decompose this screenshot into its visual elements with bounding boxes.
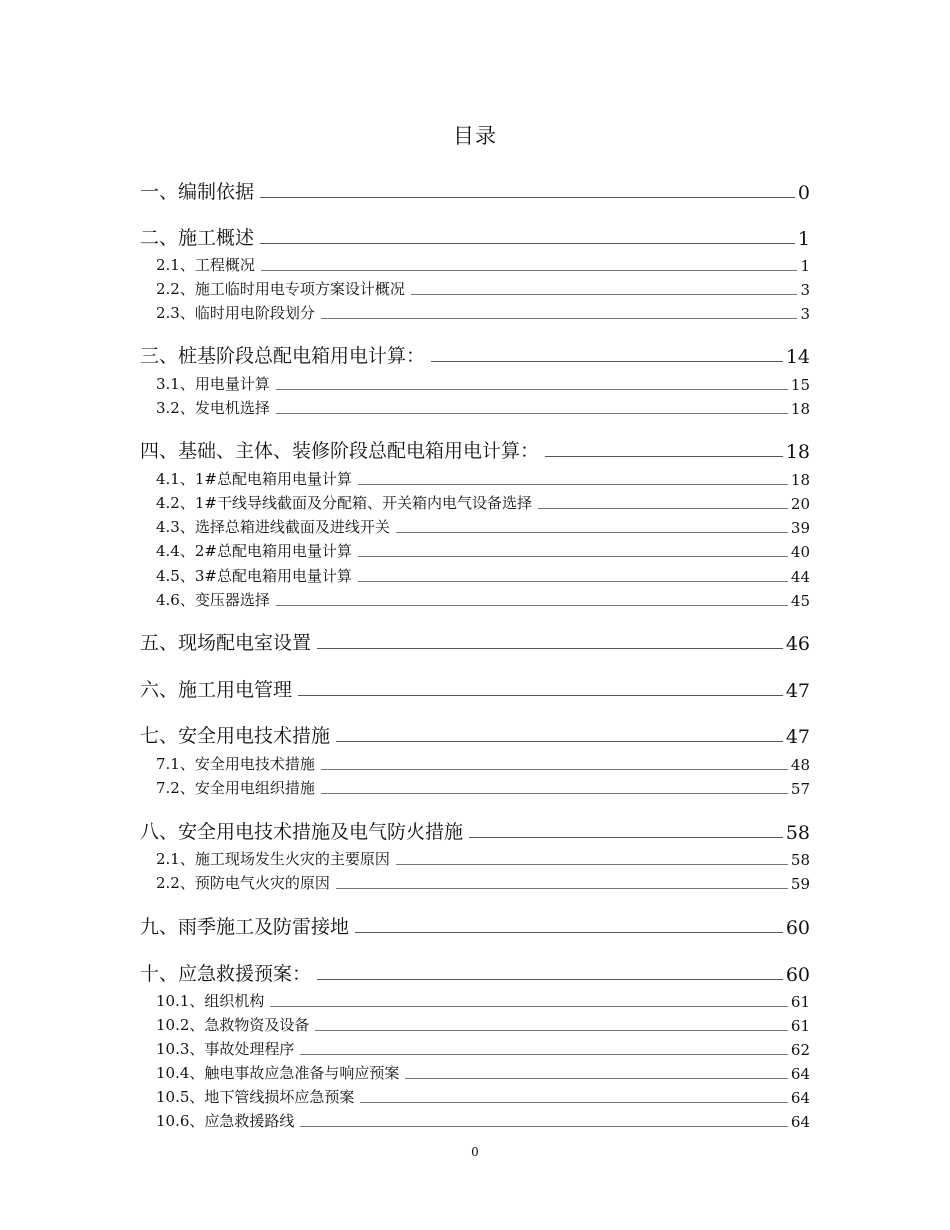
toc-page-number: 14 bbox=[785, 346, 810, 368]
toc-entry[interactable] bbox=[140, 493, 810, 513]
toc-leader bbox=[321, 317, 798, 319]
toc-entry[interactable] bbox=[140, 374, 810, 394]
toc-entry-text: 4.5、3#总配电箱用电量计算 bbox=[156, 567, 352, 585]
toc-entry-text: 10.2、急救物资及设备 bbox=[156, 1016, 310, 1034]
toc-entry[interactable] bbox=[140, 1015, 810, 1035]
toc-entry[interactable] bbox=[140, 873, 810, 893]
toc-entry[interactable] bbox=[140, 1111, 810, 1131]
toc-page-number: 40 bbox=[790, 543, 810, 561]
toc-entry[interactable] bbox=[140, 778, 810, 798]
toc-page-number: 64 bbox=[790, 1113, 810, 1131]
page-title: 目录 bbox=[453, 124, 497, 148]
toc-entry[interactable] bbox=[140, 1087, 810, 1107]
toc-leader bbox=[396, 531, 788, 533]
toc-entry-text: 10.4、触电事故应急准备与响应预案 bbox=[156, 1064, 400, 1082]
toc-entry[interactable] bbox=[140, 279, 810, 299]
toc-page-number: 59 bbox=[790, 875, 810, 893]
toc-leader bbox=[411, 293, 798, 295]
toc-page-number: 61 bbox=[790, 993, 810, 1011]
toc-leader bbox=[321, 768, 788, 770]
toc-page-number: 15 bbox=[790, 376, 810, 394]
toc-entry-text: 4.4、2#总配电箱用电量计算 bbox=[156, 542, 352, 560]
toc-entry-text: 2.2、预防电气火灾的原因 bbox=[156, 874, 330, 892]
toc-entry-text: 4.6、变压器选择 bbox=[156, 591, 270, 609]
toc-leader bbox=[276, 412, 788, 414]
toc-page-number: 58 bbox=[790, 851, 810, 869]
toc-entry[interactable] bbox=[140, 754, 810, 774]
toc-leader bbox=[469, 836, 783, 838]
toc-leader bbox=[317, 978, 783, 980]
toc-leader bbox=[336, 740, 783, 742]
toc-entry-text: 10.1、组织机构 bbox=[156, 992, 265, 1010]
toc-entry[interactable] bbox=[140, 1063, 810, 1083]
toc-leader bbox=[545, 455, 783, 457]
toc-entry[interactable] bbox=[140, 590, 810, 610]
toc-leader bbox=[317, 647, 783, 649]
toc-entry-text: 十、应急救援预案： bbox=[140, 963, 312, 985]
toc-leader bbox=[336, 887, 788, 889]
toc-entry-text: 九、雨季施工及防雷接地 bbox=[140, 916, 350, 938]
toc-entry-text: 7.2、安全用电组织措施 bbox=[156, 779, 315, 797]
toc-leader bbox=[358, 483, 788, 485]
toc-page-number: 57 bbox=[790, 780, 810, 798]
toc-page-number: 3 bbox=[800, 305, 810, 323]
toc-entry[interactable] bbox=[140, 517, 810, 537]
toc-page-number: 60 bbox=[785, 917, 810, 939]
toc-entry-text: 4.2、1#干线导线截面及分配箱、开关箱内电气设备选择 bbox=[156, 494, 532, 512]
toc-entry[interactable] bbox=[140, 398, 810, 418]
toc-page-number: 60 bbox=[785, 964, 810, 986]
toc-entry-text: 10.3、事故处理程序 bbox=[156, 1040, 295, 1058]
toc-page-number: 62 bbox=[790, 1041, 810, 1059]
toc-entry-text: 七、安全用电技术措施 bbox=[140, 725, 331, 747]
toc-entry-text: 4.3、选择总箱进线截面及进线开关 bbox=[156, 518, 390, 536]
toc-entry[interactable] bbox=[140, 818, 810, 844]
toc-entry[interactable] bbox=[140, 1039, 810, 1059]
toc-leader bbox=[276, 388, 788, 390]
toc-page-number: 1 bbox=[800, 257, 810, 275]
toc-leader bbox=[355, 931, 783, 933]
toc-entry-text: 3.2、发电机选择 bbox=[156, 399, 270, 417]
toc-entry[interactable] bbox=[140, 849, 810, 869]
toc-leader bbox=[358, 555, 788, 557]
toc-page-number: 48 bbox=[790, 756, 810, 774]
toc-entry-text: 7.1、安全用电技术措施 bbox=[156, 755, 315, 773]
toc-leader bbox=[396, 863, 788, 865]
toc-page-number: 46 bbox=[785, 633, 810, 655]
toc-entry-text: 2.2、施工临时用电专项方案设计概况 bbox=[156, 280, 405, 298]
toc-leader bbox=[261, 269, 798, 271]
toc-entry[interactable] bbox=[140, 178, 810, 204]
toc-leader bbox=[321, 792, 788, 794]
toc-entry-text: 2.1、施工现场发生火灾的主要原因 bbox=[156, 850, 390, 868]
toc-entry[interactable] bbox=[140, 255, 810, 275]
toc-page-number: 44 bbox=[790, 568, 810, 586]
toc-entry-text: 六、施工用电管理 bbox=[140, 679, 293, 701]
toc-entry-text: 10.6、应急救援路线 bbox=[156, 1112, 295, 1130]
toc-leader bbox=[260, 196, 795, 198]
toc-entry-text: 八、安全用电技术措施及电气防火措施 bbox=[140, 821, 464, 843]
toc-leader bbox=[360, 1101, 788, 1103]
footer-page-number: 0 bbox=[471, 1145, 479, 1159]
toc-entry[interactable] bbox=[140, 991, 810, 1011]
toc-page-number: 47 bbox=[785, 726, 810, 748]
toc-page-number: 39 bbox=[790, 519, 810, 537]
toc-page-number: 20 bbox=[790, 495, 810, 513]
toc-page-number: 0 bbox=[797, 182, 810, 204]
toc-page-number: 18 bbox=[785, 441, 810, 463]
toc-entry-text: 3.1、用电量计算 bbox=[156, 375, 270, 393]
toc-leader bbox=[300, 1125, 788, 1127]
toc-entry-text: 一、编制依据 bbox=[140, 181, 255, 203]
toc-leader bbox=[315, 1029, 788, 1031]
toc-entry[interactable] bbox=[140, 224, 810, 250]
toc-page-number: 64 bbox=[790, 1089, 810, 1107]
toc-entry-text: 2.3、临时用电阶段划分 bbox=[156, 304, 315, 322]
toc-leader bbox=[358, 580, 788, 582]
toc-entry[interactable] bbox=[140, 629, 810, 655]
toc-page-number: 18 bbox=[790, 400, 810, 418]
toc-page-number: 47 bbox=[785, 680, 810, 702]
toc-entry-text: 二、施工概述 bbox=[140, 227, 255, 249]
toc-entry-text: 三、桩基阶段总配电箱用电计算： bbox=[140, 345, 426, 367]
toc-entry[interactable] bbox=[140, 913, 810, 939]
toc-leader bbox=[431, 360, 783, 362]
toc-entry-text: 2.1、工程概况 bbox=[156, 256, 255, 274]
toc-page-number: 61 bbox=[790, 1017, 810, 1035]
toc-leader bbox=[300, 1053, 788, 1055]
toc-entry-text: 4.1、1#总配电箱用电量计算 bbox=[156, 470, 352, 488]
toc-entry[interactable] bbox=[140, 676, 810, 702]
toc-entry[interactable] bbox=[140, 437, 810, 463]
toc-entry-text: 四、基础、主体、装修阶段总配电箱用电计算： bbox=[140, 440, 540, 462]
toc-entry[interactable] bbox=[140, 342, 810, 368]
toc-page-number: 3 bbox=[800, 281, 810, 299]
toc-entry-text: 10.5、地下管线损坏应急预案 bbox=[156, 1088, 355, 1106]
toc-leader bbox=[276, 604, 788, 606]
toc-page-number: 64 bbox=[790, 1065, 810, 1083]
toc-page-number: 58 bbox=[785, 822, 810, 844]
toc-entry[interactable] bbox=[140, 722, 810, 748]
toc-entry[interactable] bbox=[140, 303, 810, 323]
toc-page-number: 1 bbox=[797, 228, 810, 250]
toc-entry-text: 五、现场配电室设置 bbox=[140, 632, 312, 654]
toc-entry[interactable] bbox=[140, 541, 810, 561]
toc-leader bbox=[260, 242, 795, 244]
toc-entry[interactable] bbox=[140, 960, 810, 986]
toc-entry[interactable] bbox=[140, 566, 810, 586]
toc-leader bbox=[298, 694, 783, 696]
toc-leader bbox=[538, 507, 788, 509]
toc-leader bbox=[405, 1077, 788, 1079]
toc-page-number: 18 bbox=[790, 471, 810, 489]
toc-leader bbox=[270, 1005, 788, 1007]
toc-page-number: 45 bbox=[790, 592, 810, 610]
toc-entry[interactable] bbox=[140, 469, 810, 489]
